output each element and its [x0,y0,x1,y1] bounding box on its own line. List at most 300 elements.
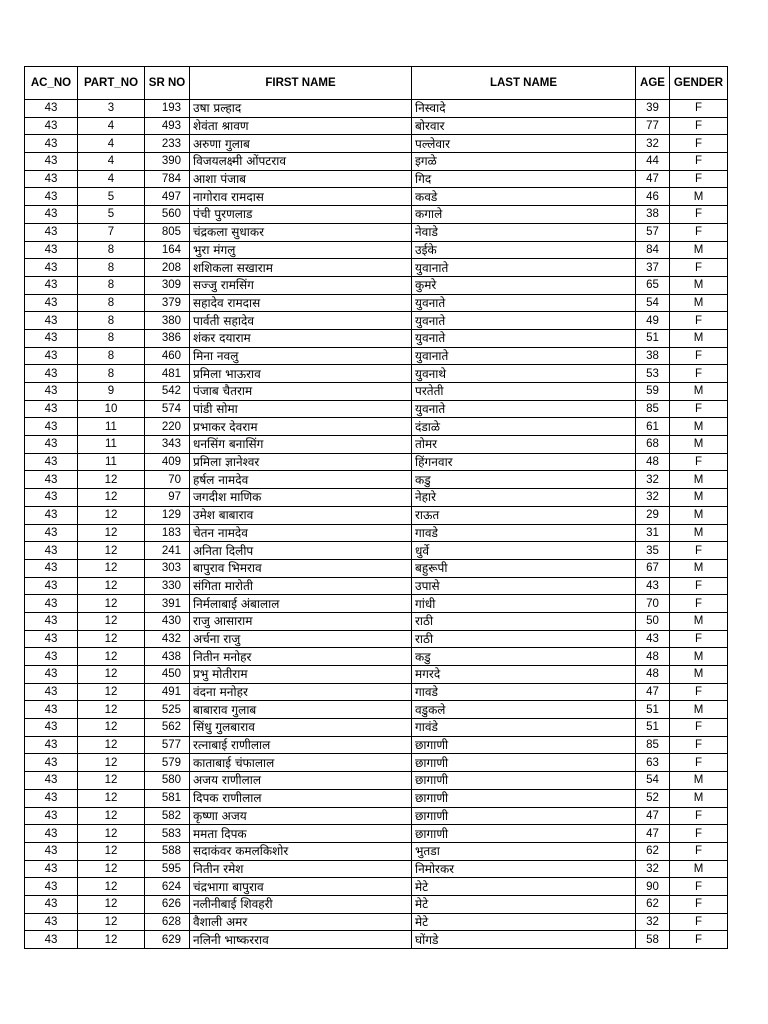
cell-age: 90 [636,878,670,896]
table-row [25,223,728,241]
cell-sr-no: 330 [145,577,190,595]
table-row [25,276,728,294]
cell-sr-no: 629 [145,931,190,949]
cell-part-no: 12 [78,648,145,666]
header-last-name: LAST NAME [412,67,636,100]
cell-ac-no: 43 [25,666,78,684]
cell-first-name: चंद्रभागा बापुराव [190,878,412,896]
cell-gender: M [670,436,728,454]
cell-last-name: छागाणी [412,754,636,772]
cell-age: 47 [636,825,670,843]
table-row [25,383,728,401]
cell-part-no: 4 [78,153,145,171]
cell-part-no: 12 [78,612,145,630]
table-row [25,719,728,737]
cell-part-no: 8 [78,259,145,277]
cell-ac-no: 43 [25,436,78,454]
cell-part-no: 12 [78,630,145,648]
cell-first-name: वंदना मनोहर [190,683,412,701]
table-row [25,100,728,118]
cell-first-name: नागोराव रामदास [190,188,412,206]
cell-ac-no: 43 [25,789,78,807]
cell-first-name: नलीनीबाई शिवहरी [190,895,412,913]
table-row [25,241,728,259]
cell-gender: F [670,206,728,224]
cell-gender: F [670,630,728,648]
cell-sr-no: 233 [145,135,190,153]
table-row [25,524,728,542]
cell-gender: F [670,878,728,896]
cell-first-name: दिपक राणीलाल [190,789,412,807]
cell-age: 62 [636,895,670,913]
cell-last-name: धुर्वे [412,542,636,560]
cell-part-no: 12 [78,825,145,843]
cell-sr-no: 241 [145,542,190,560]
table-row [25,895,728,913]
cell-last-name: कडु [412,648,636,666]
table-row [25,559,728,577]
table-row [25,206,728,224]
cell-part-no: 12 [78,506,145,524]
cell-sr-no: 343 [145,436,190,454]
cell-ac-no: 43 [25,312,78,330]
cell-ac-no: 43 [25,825,78,843]
cell-sr-no: 628 [145,913,190,931]
cell-ac-no: 43 [25,418,78,436]
cell-part-no: 11 [78,436,145,454]
cell-ac-no: 43 [25,117,78,135]
cell-gender: F [670,170,728,188]
cell-gender: F [670,365,728,383]
cell-ac-no: 43 [25,524,78,542]
cell-ac-no: 43 [25,471,78,489]
cell-sr-no: 581 [145,789,190,807]
cell-last-name: इगळे [412,153,636,171]
cell-first-name: प्रमिला ज्ञानेश्वर [190,453,412,471]
cell-first-name: धनसिंग बनासिंग [190,436,412,454]
cell-ac-no: 43 [25,365,78,383]
cell-last-name: राऊत [412,506,636,524]
cell-sr-no: 386 [145,329,190,347]
cell-sr-no: 583 [145,825,190,843]
cell-last-name: दंडाळे [412,418,636,436]
cell-first-name: शशिकला सखाराम [190,259,412,277]
cell-ac-no: 43 [25,612,78,630]
table-row [25,117,728,135]
cell-ac-no: 43 [25,807,78,825]
table-header [25,67,728,100]
cell-last-name: युवनाते [412,294,636,312]
cell-first-name: विजयलक्ष्मी ओंपटराव [190,153,412,171]
cell-gender: M [670,506,728,524]
cell-first-name: वैशाली अमर [190,913,412,931]
header-gender: GENDER [670,67,728,100]
cell-ac-no: 43 [25,913,78,931]
cell-sr-no: 562 [145,719,190,737]
cell-first-name: पंची पुरणलाड [190,206,412,224]
cell-age: 53 [636,365,670,383]
cell-age: 37 [636,259,670,277]
cell-first-name: नितीन रमेश [190,860,412,878]
cell-last-name: पल्लेवार [412,135,636,153]
cell-last-name: उपासे [412,577,636,595]
cell-gender: M [670,329,728,347]
cell-gender: F [670,719,728,737]
cell-age: 51 [636,701,670,719]
cell-ac-no: 43 [25,400,78,418]
cell-part-no: 7 [78,223,145,241]
table-row [25,347,728,365]
cell-part-no: 4 [78,135,145,153]
table-row [25,312,728,330]
cell-ac-no: 43 [25,259,78,277]
cell-first-name: बाबाराव गुलाब [190,701,412,719]
cell-last-name: नेवाडे [412,223,636,241]
cell-last-name: छागाणी [412,772,636,790]
cell-last-name: राठी [412,612,636,630]
cell-sr-no: 391 [145,595,190,613]
cell-age: 35 [636,542,670,560]
cell-gender: F [670,842,728,860]
cell-age: 32 [636,913,670,931]
cell-part-no: 4 [78,170,145,188]
cell-sr-no: 460 [145,347,190,365]
cell-last-name: तोमर [412,436,636,454]
cell-last-name: छागाणी [412,736,636,754]
table-row [25,170,728,188]
cell-last-name: युवानाते [412,259,636,277]
cell-age: 57 [636,223,670,241]
cell-part-no: 12 [78,524,145,542]
cell-first-name: रत्नाबाई राणीलाल [190,736,412,754]
cell-age: 70 [636,595,670,613]
cell-last-name: कडु [412,471,636,489]
cell-part-no: 4 [78,117,145,135]
cell-sr-no: 430 [145,612,190,630]
table-row [25,418,728,436]
cell-first-name: चेतन नामदेव [190,524,412,542]
cell-gender: F [670,595,728,613]
cell-part-no: 12 [78,860,145,878]
cell-age: 50 [636,612,670,630]
cell-gender: F [670,913,728,931]
header-sr-no: SR NO [145,67,190,100]
cell-last-name: युवनाते [412,329,636,347]
cell-age: 38 [636,206,670,224]
cell-gender: F [670,400,728,418]
cell-last-name: मेटे [412,895,636,913]
cell-gender: M [670,772,728,790]
cell-gender: F [670,117,728,135]
cell-ac-no: 43 [25,577,78,595]
cell-last-name: छागाणी [412,807,636,825]
table-row [25,294,728,312]
cell-last-name: गावडे [412,524,636,542]
cell-sr-no: 580 [145,772,190,790]
cell-part-no: 12 [78,595,145,613]
table-row [25,188,728,206]
table-row [25,153,728,171]
cell-sr-no: 438 [145,648,190,666]
cell-ac-no: 43 [25,206,78,224]
cell-sr-no: 409 [145,453,190,471]
cell-sr-no: 582 [145,807,190,825]
table-row [25,772,728,790]
cell-first-name: अर्चना राजु [190,630,412,648]
cell-sr-no: 491 [145,683,190,701]
cell-part-no: 12 [78,471,145,489]
cell-first-name: अजय राणीलाल [190,772,412,790]
cell-gender: M [670,648,728,666]
cell-last-name: बहुरूपी [412,559,636,577]
cell-part-no: 12 [78,559,145,577]
cell-first-name: नितीन मनोहर [190,648,412,666]
cell-ac-no: 43 [25,453,78,471]
cell-ac-no: 43 [25,701,78,719]
cell-sr-no: 626 [145,895,190,913]
cell-gender: M [670,241,728,259]
cell-last-name: वडुकले [412,701,636,719]
cell-ac-no: 43 [25,153,78,171]
cell-age: 47 [636,807,670,825]
table-row [25,471,728,489]
cell-ac-no: 43 [25,860,78,878]
table-row [25,807,728,825]
cell-first-name: बापुराव भिमराव [190,559,412,577]
cell-age: 46 [636,188,670,206]
cell-sr-no: 595 [145,860,190,878]
cell-ac-no: 43 [25,188,78,206]
cell-ac-no: 43 [25,736,78,754]
cell-gender: M [670,612,728,630]
table-row [25,365,728,383]
header-age: AGE [636,67,670,100]
cell-gender: M [670,418,728,436]
cell-ac-no: 43 [25,630,78,648]
cell-ac-no: 43 [25,683,78,701]
cell-first-name: शेवंता श्रावण [190,117,412,135]
cell-first-name: हर्षल नामदेव [190,471,412,489]
cell-gender: M [670,383,728,401]
cell-sr-no: 97 [145,489,190,507]
cell-part-no: 11 [78,453,145,471]
cell-ac-no: 43 [25,383,78,401]
cell-gender: F [670,931,728,949]
cell-sr-no: 164 [145,241,190,259]
cell-part-no: 12 [78,807,145,825]
table-row [25,506,728,524]
cell-ac-no: 43 [25,931,78,949]
cell-gender: F [670,347,728,365]
cell-part-no: 11 [78,418,145,436]
cell-first-name: संगिता मारोती [190,577,412,595]
cell-sr-no: 193 [145,100,190,118]
cell-age: 62 [636,842,670,860]
cell-part-no: 12 [78,842,145,860]
cell-gender: F [670,825,728,843]
cell-part-no: 5 [78,188,145,206]
cell-ac-no: 43 [25,489,78,507]
cell-last-name: मेटे [412,913,636,931]
cell-sr-no: 784 [145,170,190,188]
cell-age: 49 [636,312,670,330]
cell-age: 54 [636,294,670,312]
cell-sr-no: 588 [145,842,190,860]
cell-gender: F [670,153,728,171]
cell-last-name: गांधी [412,595,636,613]
cell-last-name: युवनाते [412,312,636,330]
cell-gender: F [670,135,728,153]
cell-gender: F [670,100,728,118]
cell-age: 65 [636,276,670,294]
cell-sr-no: 380 [145,312,190,330]
cell-first-name: नलिनी भाष्करराव [190,931,412,949]
cell-first-name: अनिता दिलीप [190,542,412,560]
cell-gender: M [670,188,728,206]
cell-gender: F [670,736,728,754]
cell-age: 39 [636,100,670,118]
table-row [25,860,728,878]
table-row [25,612,728,630]
table-row [25,436,728,454]
cell-part-no: 10 [78,400,145,418]
cell-first-name: मिना नवलु [190,347,412,365]
cell-gender: F [670,683,728,701]
cell-gender: M [670,524,728,542]
cell-part-no: 8 [78,276,145,294]
cell-ac-no: 43 [25,223,78,241]
cell-gender: F [670,577,728,595]
cell-last-name: युवनाते [412,400,636,418]
cell-part-no: 12 [78,719,145,737]
cell-sr-no: 560 [145,206,190,224]
cell-first-name: चंद्रकला सुधाकर [190,223,412,241]
cell-last-name: नेहारे [412,489,636,507]
cell-last-name: युवानाते [412,347,636,365]
table-row [25,577,728,595]
cell-gender: M [670,701,728,719]
cell-last-name: छागाणी [412,789,636,807]
cell-gender: F [670,312,728,330]
cell-first-name: पांडी सोमा [190,400,412,418]
table-row [25,666,728,684]
cell-part-no: 12 [78,666,145,684]
cell-ac-no: 43 [25,100,78,118]
cell-ac-no: 43 [25,294,78,312]
cell-part-no: 8 [78,312,145,330]
cell-part-no: 12 [78,701,145,719]
cell-sr-no: 220 [145,418,190,436]
header-row [25,67,728,100]
cell-part-no: 12 [78,683,145,701]
cell-part-no: 9 [78,383,145,401]
cell-age: 85 [636,736,670,754]
cell-last-name: राठी [412,630,636,648]
cell-age: 59 [636,383,670,401]
table-row [25,683,728,701]
cell-first-name: शंकर दयाराम [190,329,412,347]
cell-sr-no: 309 [145,276,190,294]
cell-sr-no: 542 [145,383,190,401]
cell-last-name: छागाणी [412,825,636,843]
table-row [25,842,728,860]
cell-part-no: 12 [78,577,145,595]
cell-first-name: भुरा मंगलु [190,241,412,259]
cell-first-name: अरुणा गुलाब [190,135,412,153]
cell-gender: F [670,754,728,772]
cell-ac-no: 43 [25,241,78,259]
cell-last-name: गावंडे [412,719,636,737]
cell-last-name: हिंगनवार [412,453,636,471]
cell-first-name: प्रभाकर देवराम [190,418,412,436]
cell-part-no: 8 [78,241,145,259]
cell-part-no: 8 [78,365,145,383]
cell-age: 31 [636,524,670,542]
cell-age: 58 [636,931,670,949]
table-row [25,595,728,613]
cell-age: 44 [636,153,670,171]
table-row [25,259,728,277]
cell-age: 61 [636,418,670,436]
cell-first-name: ममता दिपक [190,825,412,843]
cell-part-no: 12 [78,931,145,949]
cell-age: 48 [636,648,670,666]
cell-gender: M [670,276,728,294]
cell-ac-no: 43 [25,772,78,790]
voter-list-table [24,66,728,949]
cell-age: 43 [636,577,670,595]
cell-age: 54 [636,772,670,790]
cell-sr-no: 525 [145,701,190,719]
cell-ac-no: 43 [25,276,78,294]
cell-sr-no: 805 [145,223,190,241]
table-row [25,736,728,754]
cell-first-name: राजु आसाराम [190,612,412,630]
table-row [25,825,728,843]
cell-age: 51 [636,719,670,737]
cell-gender: F [670,259,728,277]
cell-sr-no: 129 [145,506,190,524]
cell-sr-no: 481 [145,365,190,383]
cell-first-name: सदाकंवर कमलकिशोर [190,842,412,860]
cell-ac-no: 43 [25,542,78,560]
cell-part-no: 12 [78,542,145,560]
table-row [25,542,728,560]
cell-sr-no: 183 [145,524,190,542]
cell-ac-no: 43 [25,754,78,772]
cell-last-name: गिद [412,170,636,188]
cell-sr-no: 574 [145,400,190,418]
cell-ac-no: 43 [25,719,78,737]
cell-first-name: प्रभु मोतीराम [190,666,412,684]
cell-last-name: निस्वादे [412,100,636,118]
cell-gender: M [670,471,728,489]
cell-part-no: 12 [78,754,145,772]
cell-age: 38 [636,347,670,365]
header-ac-no: AC_NO [25,67,78,100]
cell-part-no: 12 [78,489,145,507]
cell-sr-no: 497 [145,188,190,206]
cell-gender: F [670,807,728,825]
cell-age: 29 [636,506,670,524]
cell-first-name: उषा प्रल्हाद [190,100,412,118]
cell-part-no: 8 [78,294,145,312]
cell-last-name: घोंगडे [412,931,636,949]
cell-gender: M [670,789,728,807]
table-row [25,931,728,949]
cell-ac-no: 43 [25,595,78,613]
cell-ac-no: 43 [25,170,78,188]
